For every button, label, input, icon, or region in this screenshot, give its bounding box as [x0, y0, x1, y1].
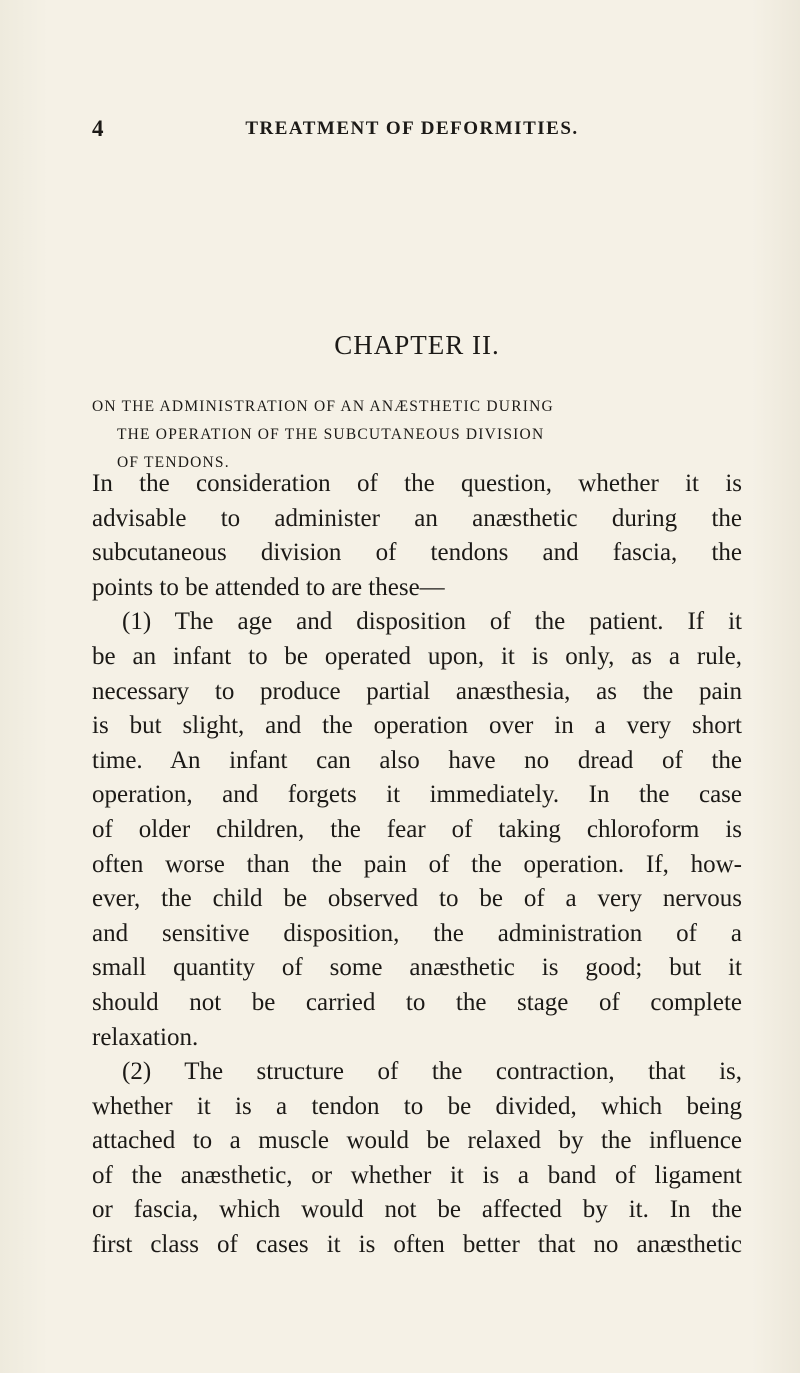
text-line: necessary to produce partial anæsthesia, as the pain: [92, 677, 742, 705]
text-line: attached to a muscle would be relaxed by the influence: [92, 1127, 742, 1155]
text-line: relaxation.: [92, 1023, 199, 1051]
text-line: is but slight, and the operation over in a very short: [92, 712, 742, 740]
text-line: (1) The age and disposition of the patient. If it: [122, 608, 742, 636]
body-text: [92, 467, 742, 1263]
subtitle-line: ON THE ADMINISTRATION OF AN ANÆSTHETIC DURING: [92, 398, 554, 415]
text-line: of the anæsthetic, or whether it is a band of ligament: [92, 1161, 742, 1189]
text-line: time. An infant can also have no dread of the: [92, 746, 742, 774]
text-line: ever, the child be observed to be of a very nervous: [92, 885, 742, 913]
running-head: [92, 116, 732, 156]
text-line: (2) The structure of the contraction, that is,: [122, 1058, 742, 1086]
text-line: first class of cases it is often better that no anæsthetic: [92, 1231, 742, 1259]
text-line: be an infant to be operated upon, it is only, as a rule,: [92, 642, 742, 670]
text-line: points to be attended to are these—: [92, 573, 445, 601]
text-line: subcutaneous division of tendons and fascia, the: [92, 539, 742, 567]
text-line: or fascia, which would not be affected by it. In the: [92, 1196, 742, 1224]
text-line: operation, and forgets it immediately. In the case: [92, 781, 742, 809]
text-line: should not be carried to the stage of complete: [92, 988, 742, 1016]
text-line: of older children, the fear of taking chloroform is: [92, 815, 742, 843]
text-line: In the consideration of the question, whether it is: [92, 470, 742, 497]
text-line: whether it is a tendon to be divided, which being: [92, 1092, 742, 1120]
subtitle-line: OF TENDONS.: [117, 454, 230, 471]
running-title: TREATMENT OF DEFORMITIES.: [245, 118, 579, 139]
text-line: often worse than the pain of the operation. If, how-: [92, 850, 742, 878]
text-line: and sensitive disposition, the administration of a: [92, 919, 742, 947]
subtitle-line: THE OPERATION OF THE SUBCUTANEOUS DIVISION: [117, 426, 545, 443]
page-number: 4: [92, 116, 104, 141]
chapter-subtitle: [92, 393, 742, 477]
text-line: advisable to administer an anæsthetic during the: [92, 504, 742, 532]
chapter-title: CHAPTER II.: [334, 330, 500, 360]
text-line: small quantity of some anæsthetic is good; but it: [92, 954, 742, 982]
